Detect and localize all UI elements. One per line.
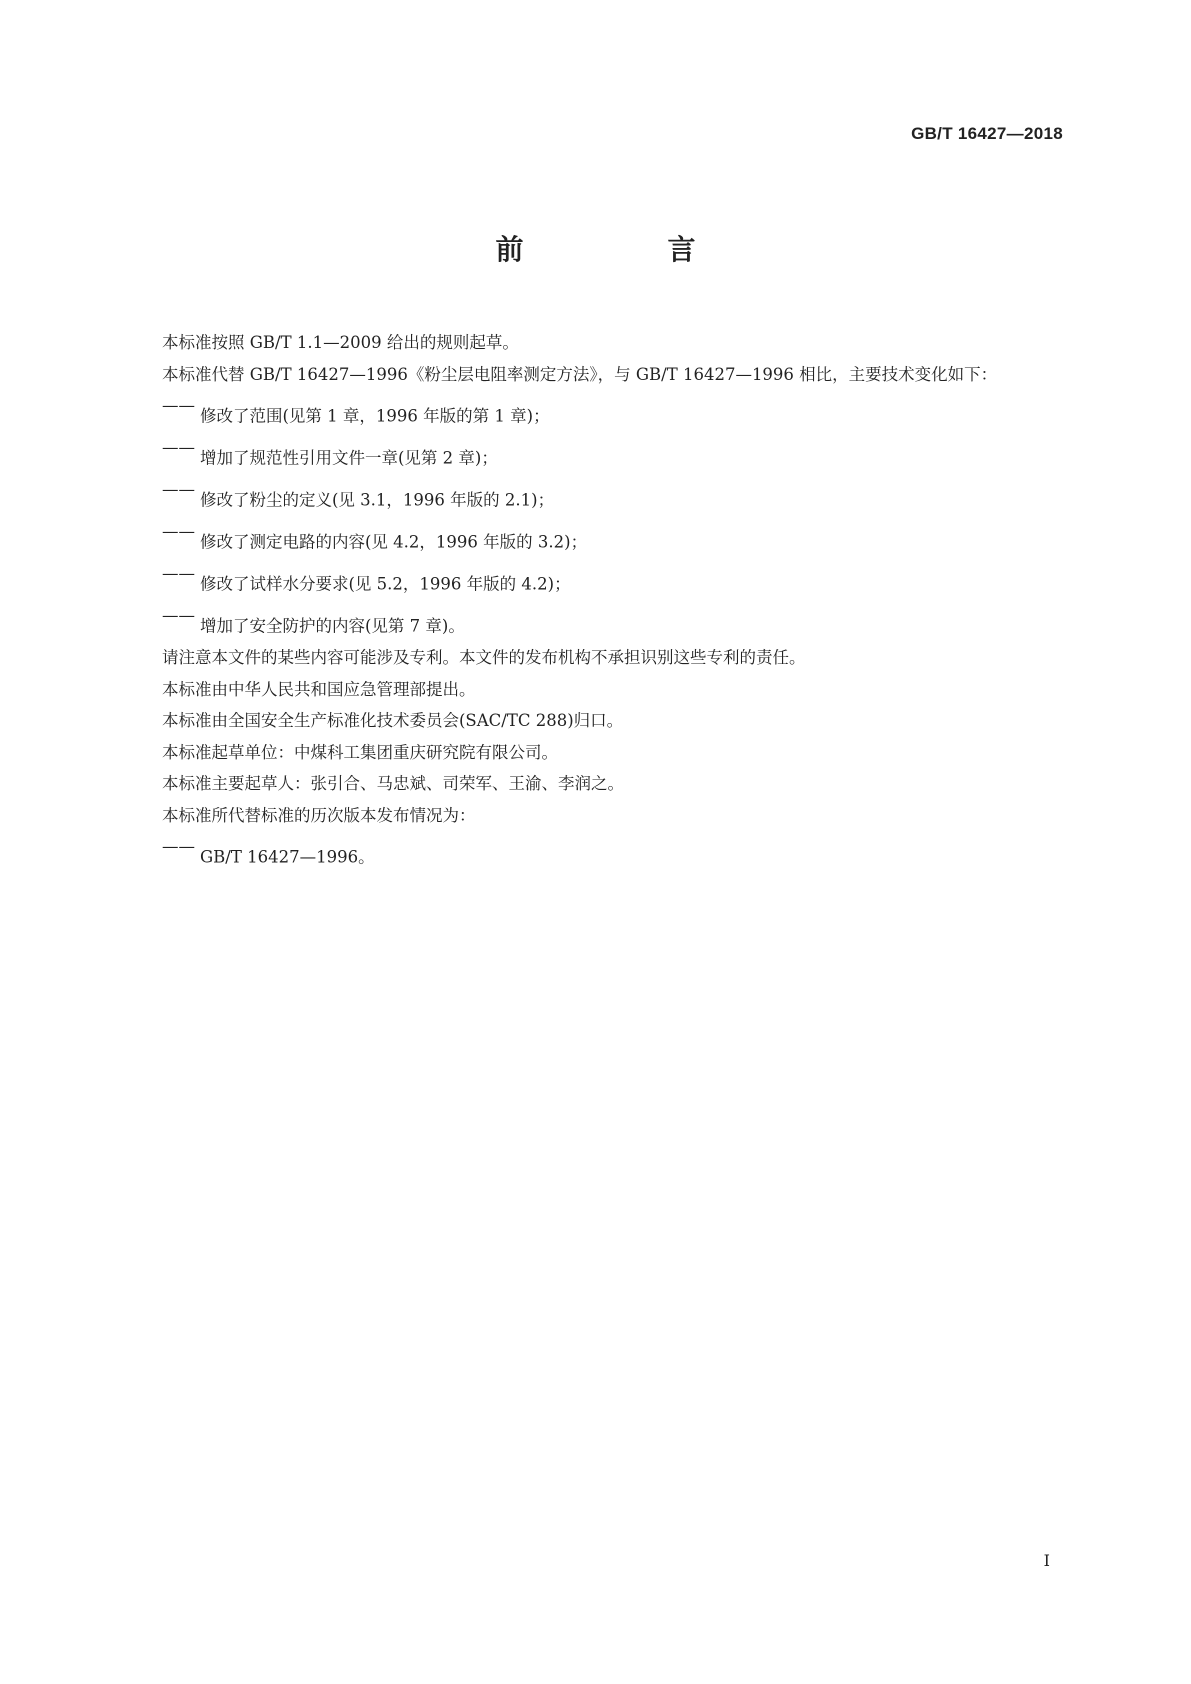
page-number: I [1043,1551,1050,1570]
paragraph-drafting-unit: 本标准起草单位：中煤科工集团重庆研究院有限公司。 [162,742,558,762]
paragraph-drafters: 本标准主要起草人：张引合、马忠斌、司荣军、王渝、李润之。 [162,774,624,793]
foreword-body [126,327,1066,873]
list-item-text: 修改了粉尘的定义(见 3.1，1996 年版的 2.1)； [200,490,555,510]
dash-marker: —— [162,564,195,583]
list-item [126,432,1066,474]
list-item [126,558,1066,600]
paragraph-drafting-rules: 本标准按照 GB/T 1.1—2009 给出的规则起草。 [162,333,519,352]
list-item-text: 修改了试样水分要求(见 5.2，1996 年版的 4.2)； [200,574,571,594]
dash-marker: —— [162,438,195,457]
dash-marker: —— [162,837,195,856]
list-item [126,390,1066,432]
dash-marker: —— [162,480,195,499]
paragraph-proposed-by: 本标准由中华人民共和国应急管理部提出。 [162,679,476,699]
dash-marker: —— [162,396,195,415]
list-item-text: GB/T 16427—1996。 [200,847,375,867]
paragraph-history-intro: 本标准所代替标准的历次版本发布情况为： [162,805,476,825]
list-item-text: 增加了安全防护的内容(见第 7 章)。 [200,616,465,636]
paragraph-replaces: 本标准代替 GB/T 16427—1996《粉尘层电阻率测定方法》，与 GB/T 16427—1996 相比，主要技术变化如下： [162,364,998,384]
list-item [126,600,1066,642]
history-list [126,831,1066,873]
page-title: 前 言 [495,233,754,266]
paragraph-centralized-by: 本标准由全国安全生产标准化技术委员会(SAC/TC 288)归口。 [162,711,624,730]
paragraph-patent-notice: 请注意本文件的某些内容可能涉及专利。本文件的发布机构不承担识别这些专利的责任。 [162,648,806,667]
list-item-text: 修改了范围(见第 1 章，1996 年版的第 1 章)； [200,406,550,426]
changes-list [126,390,1066,642]
dash-marker: —— [162,522,195,541]
standard-code: GB/T 16427—2018 [911,124,1063,143]
list-item [126,831,1066,873]
list-item-text: 增加了规范性引用文件一章(见第 2 章)； [200,448,498,468]
list-item [126,474,1066,516]
dash-marker: —— [162,606,195,625]
list-item [126,516,1066,558]
list-item-text: 修改了测定电路的内容(见 4.2，1996 年版的 3.2)； [200,532,588,552]
